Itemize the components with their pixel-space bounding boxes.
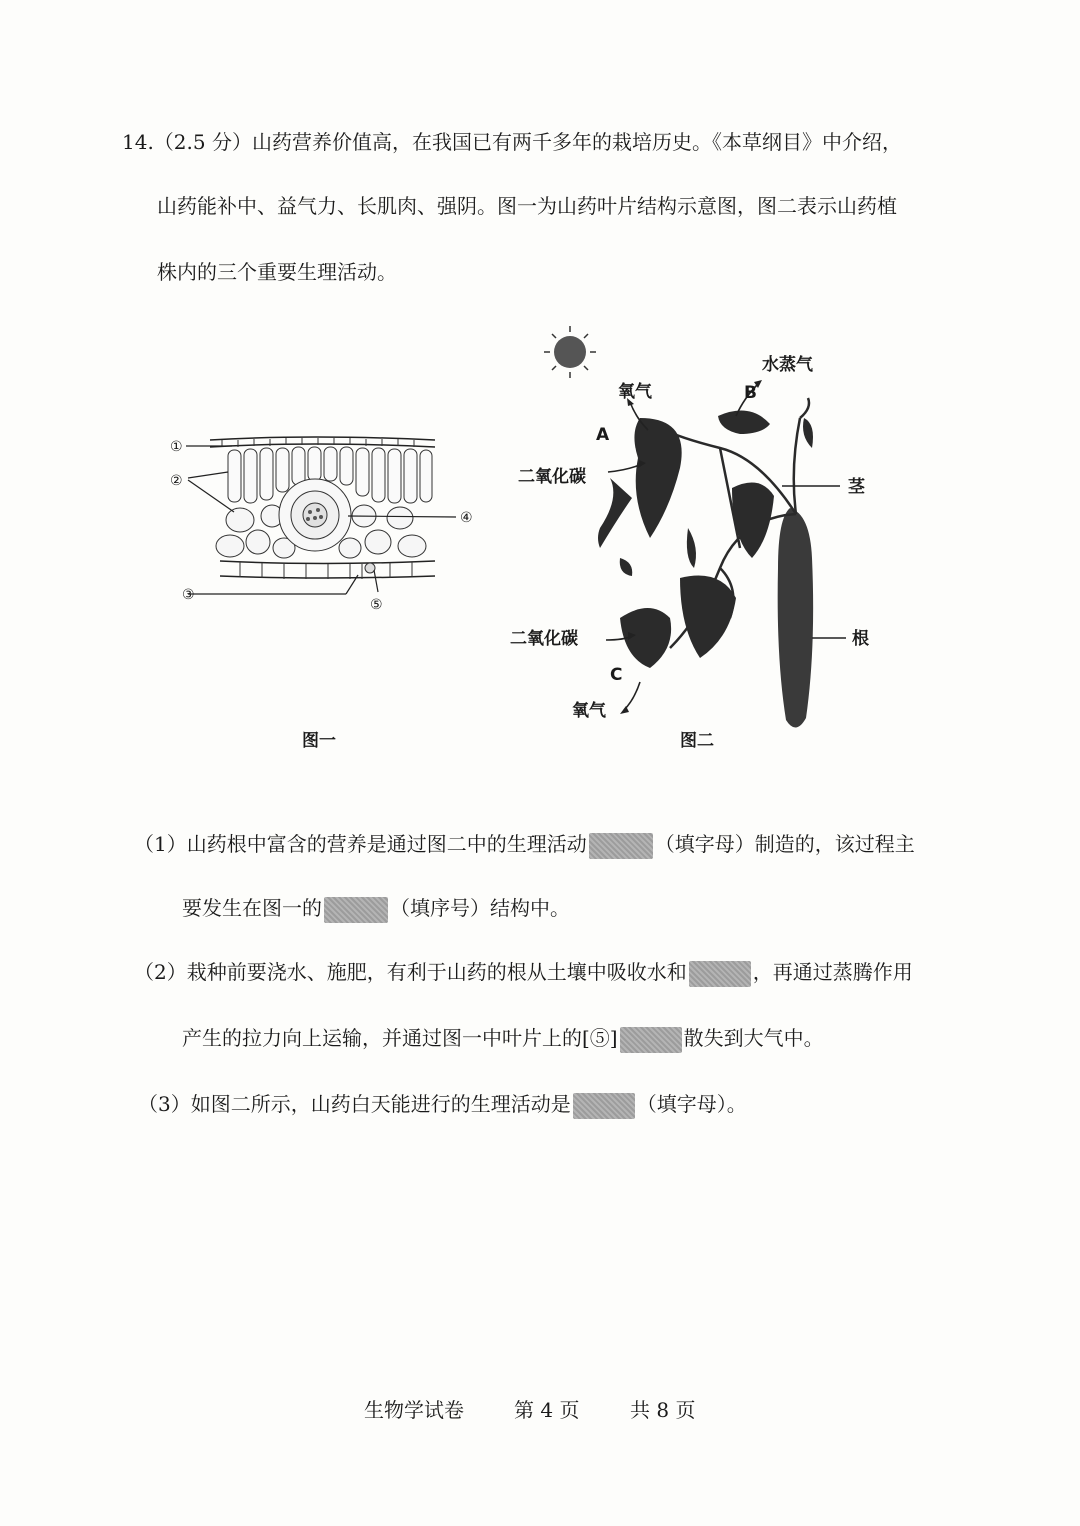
question-line-1: 14.（2.5 分）山药营养价值高，在我国已有两千多年的栽培历史。《本草纲目》中介绍， bbox=[122, 130, 902, 154]
figure-1-label-1: ① bbox=[170, 439, 183, 455]
footer-page-number: 第 4 页 bbox=[514, 1398, 580, 1422]
co2-bottom-label: 二氧化碳 bbox=[510, 629, 578, 649]
figure-1-label-2: ② bbox=[170, 473, 183, 489]
figure-1-label-5: ⑤ bbox=[370, 597, 383, 613]
question-line-3: 株内的三个重要生理活动。 bbox=[157, 260, 397, 284]
answer-blank-2[interactable] bbox=[324, 897, 388, 923]
subquestion-3: （3）如图二所示，山药白天能进行的生理活动是 （填字母）。 bbox=[138, 1090, 747, 1119]
subquestion-1-line-1: （1）山药根中富含的营养是通过图二中的生理活动 （填字母）制造的，该过程主 bbox=[134, 830, 915, 859]
footer-total-pages: 共 8 页 bbox=[630, 1398, 696, 1422]
root-label: 根 bbox=[852, 629, 869, 649]
sun-icon bbox=[544, 326, 596, 378]
subquestion-2-line-1: （2）栽种前要浇水、施肥，有利于山药的根从土壤中吸收水和 ，再通过蒸腾作用 bbox=[134, 958, 913, 987]
label-c: C bbox=[610, 665, 623, 685]
question-line-2: 山药能补中、益气力、长肌肉、强阴。图一为山药叶片结构示意图，图二表示山药植 bbox=[157, 194, 897, 218]
subquestion-2-line-2: 产生的拉力向上运输，并通过图一中叶片上的[⑤] 散失到大气中。 bbox=[182, 1024, 824, 1053]
figure-1-leaf-cross-section bbox=[160, 420, 500, 620]
label-a: A bbox=[596, 425, 610, 445]
figure-2-caption: 图二 bbox=[680, 731, 714, 751]
stem-label: 茎 bbox=[848, 477, 865, 497]
answer-blank-3[interactable] bbox=[689, 961, 751, 987]
figure-1-caption: 图一 bbox=[302, 731, 336, 751]
figure-1-label-4: ④ bbox=[460, 510, 473, 526]
label-b: B bbox=[744, 383, 757, 403]
answer-blank-5[interactable] bbox=[573, 1093, 635, 1119]
subquestion-1-line-2: 要发生在图一的 （填序号）结构中。 bbox=[182, 894, 570, 923]
footer-subject: 生物学试卷 bbox=[364, 1398, 464, 1422]
answer-blank-4[interactable] bbox=[620, 1027, 682, 1053]
figure-2-yam-plant bbox=[500, 318, 900, 738]
oxygen-top-label: 氧气 bbox=[618, 382, 652, 402]
co2-top-label: 二氧化碳 bbox=[518, 467, 586, 487]
water-vapor-label: 水蒸气 bbox=[762, 355, 813, 375]
figure-1-label-3: ③ bbox=[182, 587, 195, 603]
answer-blank-1[interactable] bbox=[589, 833, 653, 859]
oxygen-bottom-label: 氧气 bbox=[572, 701, 606, 721]
